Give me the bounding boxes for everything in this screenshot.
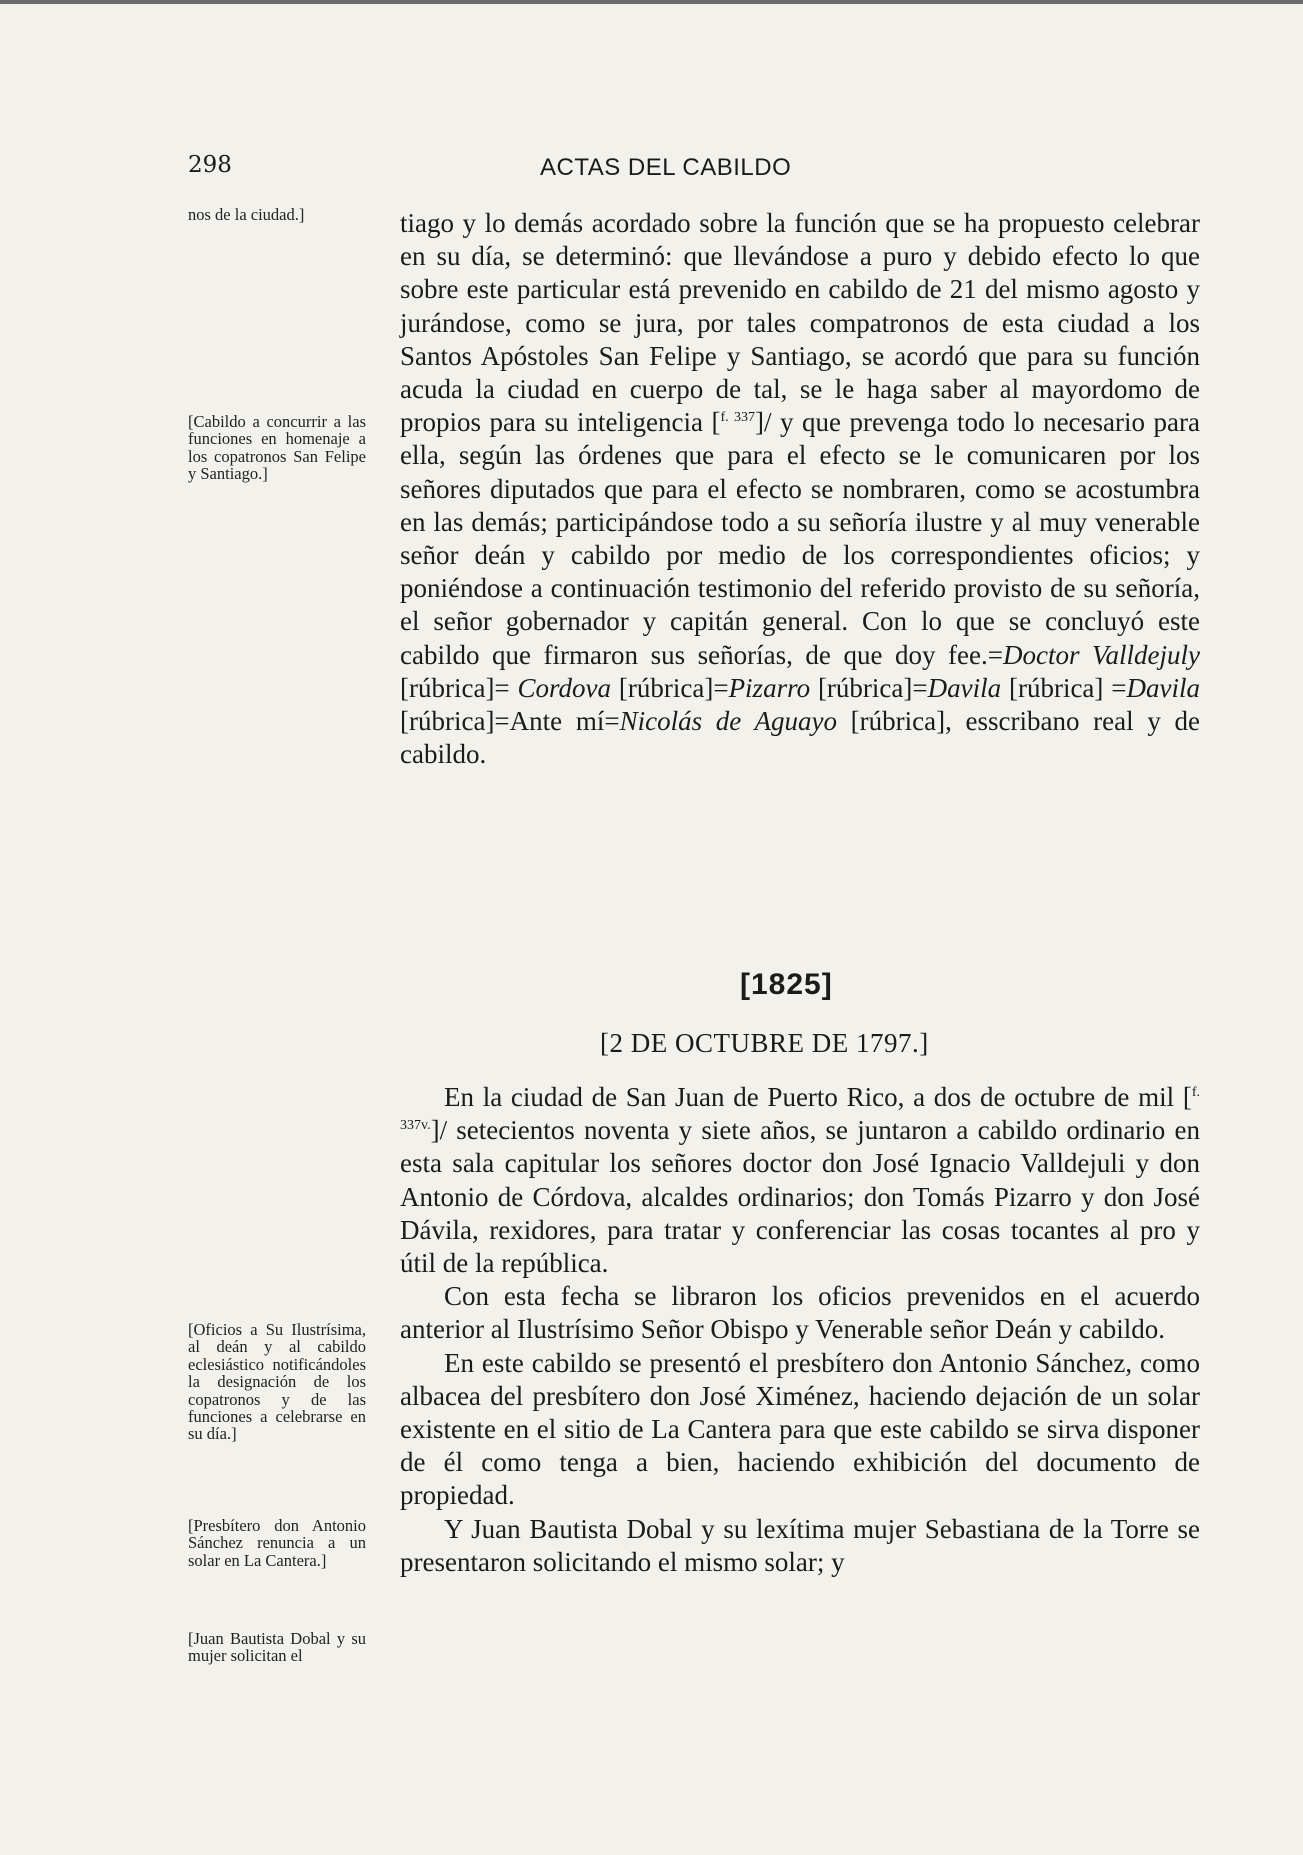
text-run: [rúbrica] =: [1001, 672, 1127, 703]
paragraph: Y Juan Bautista Dobal y su lexítima mujer Sebastiana de la Torre se presentaron solicitando el mismo solar; y: [400, 1513, 1200, 1577]
margin-note-text: nos de la ciudad.]: [188, 205, 305, 224]
margin-note: [188, 413, 366, 483]
page-top-edge: [0, 0, 1303, 4]
paragraph: En este cabildo se presentó el presbítero don Antonio Sánchez, como albacea del presbítero don José Ximénez, haciendo dejación de un solar existente en el sitio de La Cantera para que este cabildo se sirva disponer de él como tenga a bien, haciendo exhibición del documento de propiedad.: [400, 1347, 1200, 1511]
paragraph: [400, 207, 1200, 771]
margin-note: [188, 1517, 366, 1569]
text-run: [rúbrica]=Ante mí=: [400, 706, 620, 737]
folio-reference: f. 337: [720, 410, 755, 426]
text-run: [rúbrica], esscribano real y de cabildo.: [400, 706, 1201, 770]
text-run: ]/ setecientos noventa y siete años, se juntaron a cabildo ordinario en esta sala capitular los señores doctor don José Ignacio Valldejuli y don Antonio de Córdova, alcaldes ordinarios; don Tomás Pizarro y don José Dávila, rexidores, para tratar y conferenciar las cosas tocantes al pro y útil de la república.: [400, 1115, 1200, 1279]
signature-name: Davila: [1126, 672, 1200, 703]
signature-name: Cordova: [517, 672, 612, 703]
signature-name: Doctor Valldejuly: [1002, 639, 1201, 670]
margin-note-text: [Presbítero don Antonio Sánchez renuncia a un solar en La Cantera.]: [188, 1516, 366, 1570]
signature-name: Davila: [927, 672, 1002, 703]
text-run: tiago y lo demás acordado sobre la función que se ha propuesto celebrar en su día, se determinó: que llevándose a puro y debido efecto lo que sobre este particular está prevenido en cabildo de 21 del mismo agosto y jurándose, como se jura, por tales compatronos de esta ciudad a los Santos Apóstoles San Felipe y Santiago, se acordó que para su función acuda la ciudad en cuerpo de tal, se le haga saber al mayordomo de propios para su inteligencia [: [400, 208, 1200, 438]
signature-name: Pizarro: [728, 672, 811, 703]
signature-name: Nicolás de Aguayo: [619, 706, 837, 737]
entry-date: [2 DE OCTUBRE DE 1797.]: [600, 1028, 929, 1058]
body-text-bottom: [400, 1081, 1200, 1579]
running-title: ACTAS DEL CABILDO: [540, 154, 792, 181]
text-run: ]/ y que prevenga todo lo necesario para ella, según las órdenes que para el efecto se le comunicaren por los señores diputados que para el efecto se nombraren, como se acostumbra en las demás; participándose todo a su señoría ilustre y al muy venerable señor deán y cabildo por medio de los correspondientes oficios; y poniéndose a continuación testimonio del referido provisto de su señoría, el señor gobernador y capitán general. Con lo que se concluyó este cabildo que firmaron sus señorías, de que doy fee.=: [400, 407, 1200, 670]
text-run: En la ciudad de San Juan de Puerto Rico, a dos de octubre de mil [: [444, 1082, 1192, 1112]
margin-note: [188, 206, 366, 223]
margin-note-text: [Juan Bautista Dobal y su mujer solicitan el: [188, 1629, 366, 1666]
text-run: [rúbrica]=: [400, 672, 510, 703]
page-number: 298: [188, 152, 232, 178]
body-text-top: [400, 207, 1200, 771]
text-run: [rúbrica]=: [611, 672, 729, 703]
margin-note: [188, 1630, 366, 1665]
folio-reference: f. 337v.: [400, 1085, 1200, 1134]
paragraph: Con esta fecha se libraron los oficios prevenidos en el acuerdo anterior al Ilustrísimo Señor Obispo y Venerable señor Deán y cabildo.: [400, 1281, 1200, 1345]
margin-note-text: [Oficios a Su Ilustrísima, al deán y al cabildo eclesiástico notificándoles la designación de los copatronos y de las funciones a celebrarse en su día.]: [188, 1320, 366, 1444]
paragraph: [400, 1081, 1200, 1280]
entry-number: [1825]: [740, 968, 833, 1001]
text-run: [rúbrica]=: [810, 672, 928, 703]
margin-note-text: [Cabildo a concurrir a las funciones en homenaje a los copatronos San Felipe y Santiago.]: [188, 412, 366, 484]
margin-note: [188, 1321, 366, 1443]
